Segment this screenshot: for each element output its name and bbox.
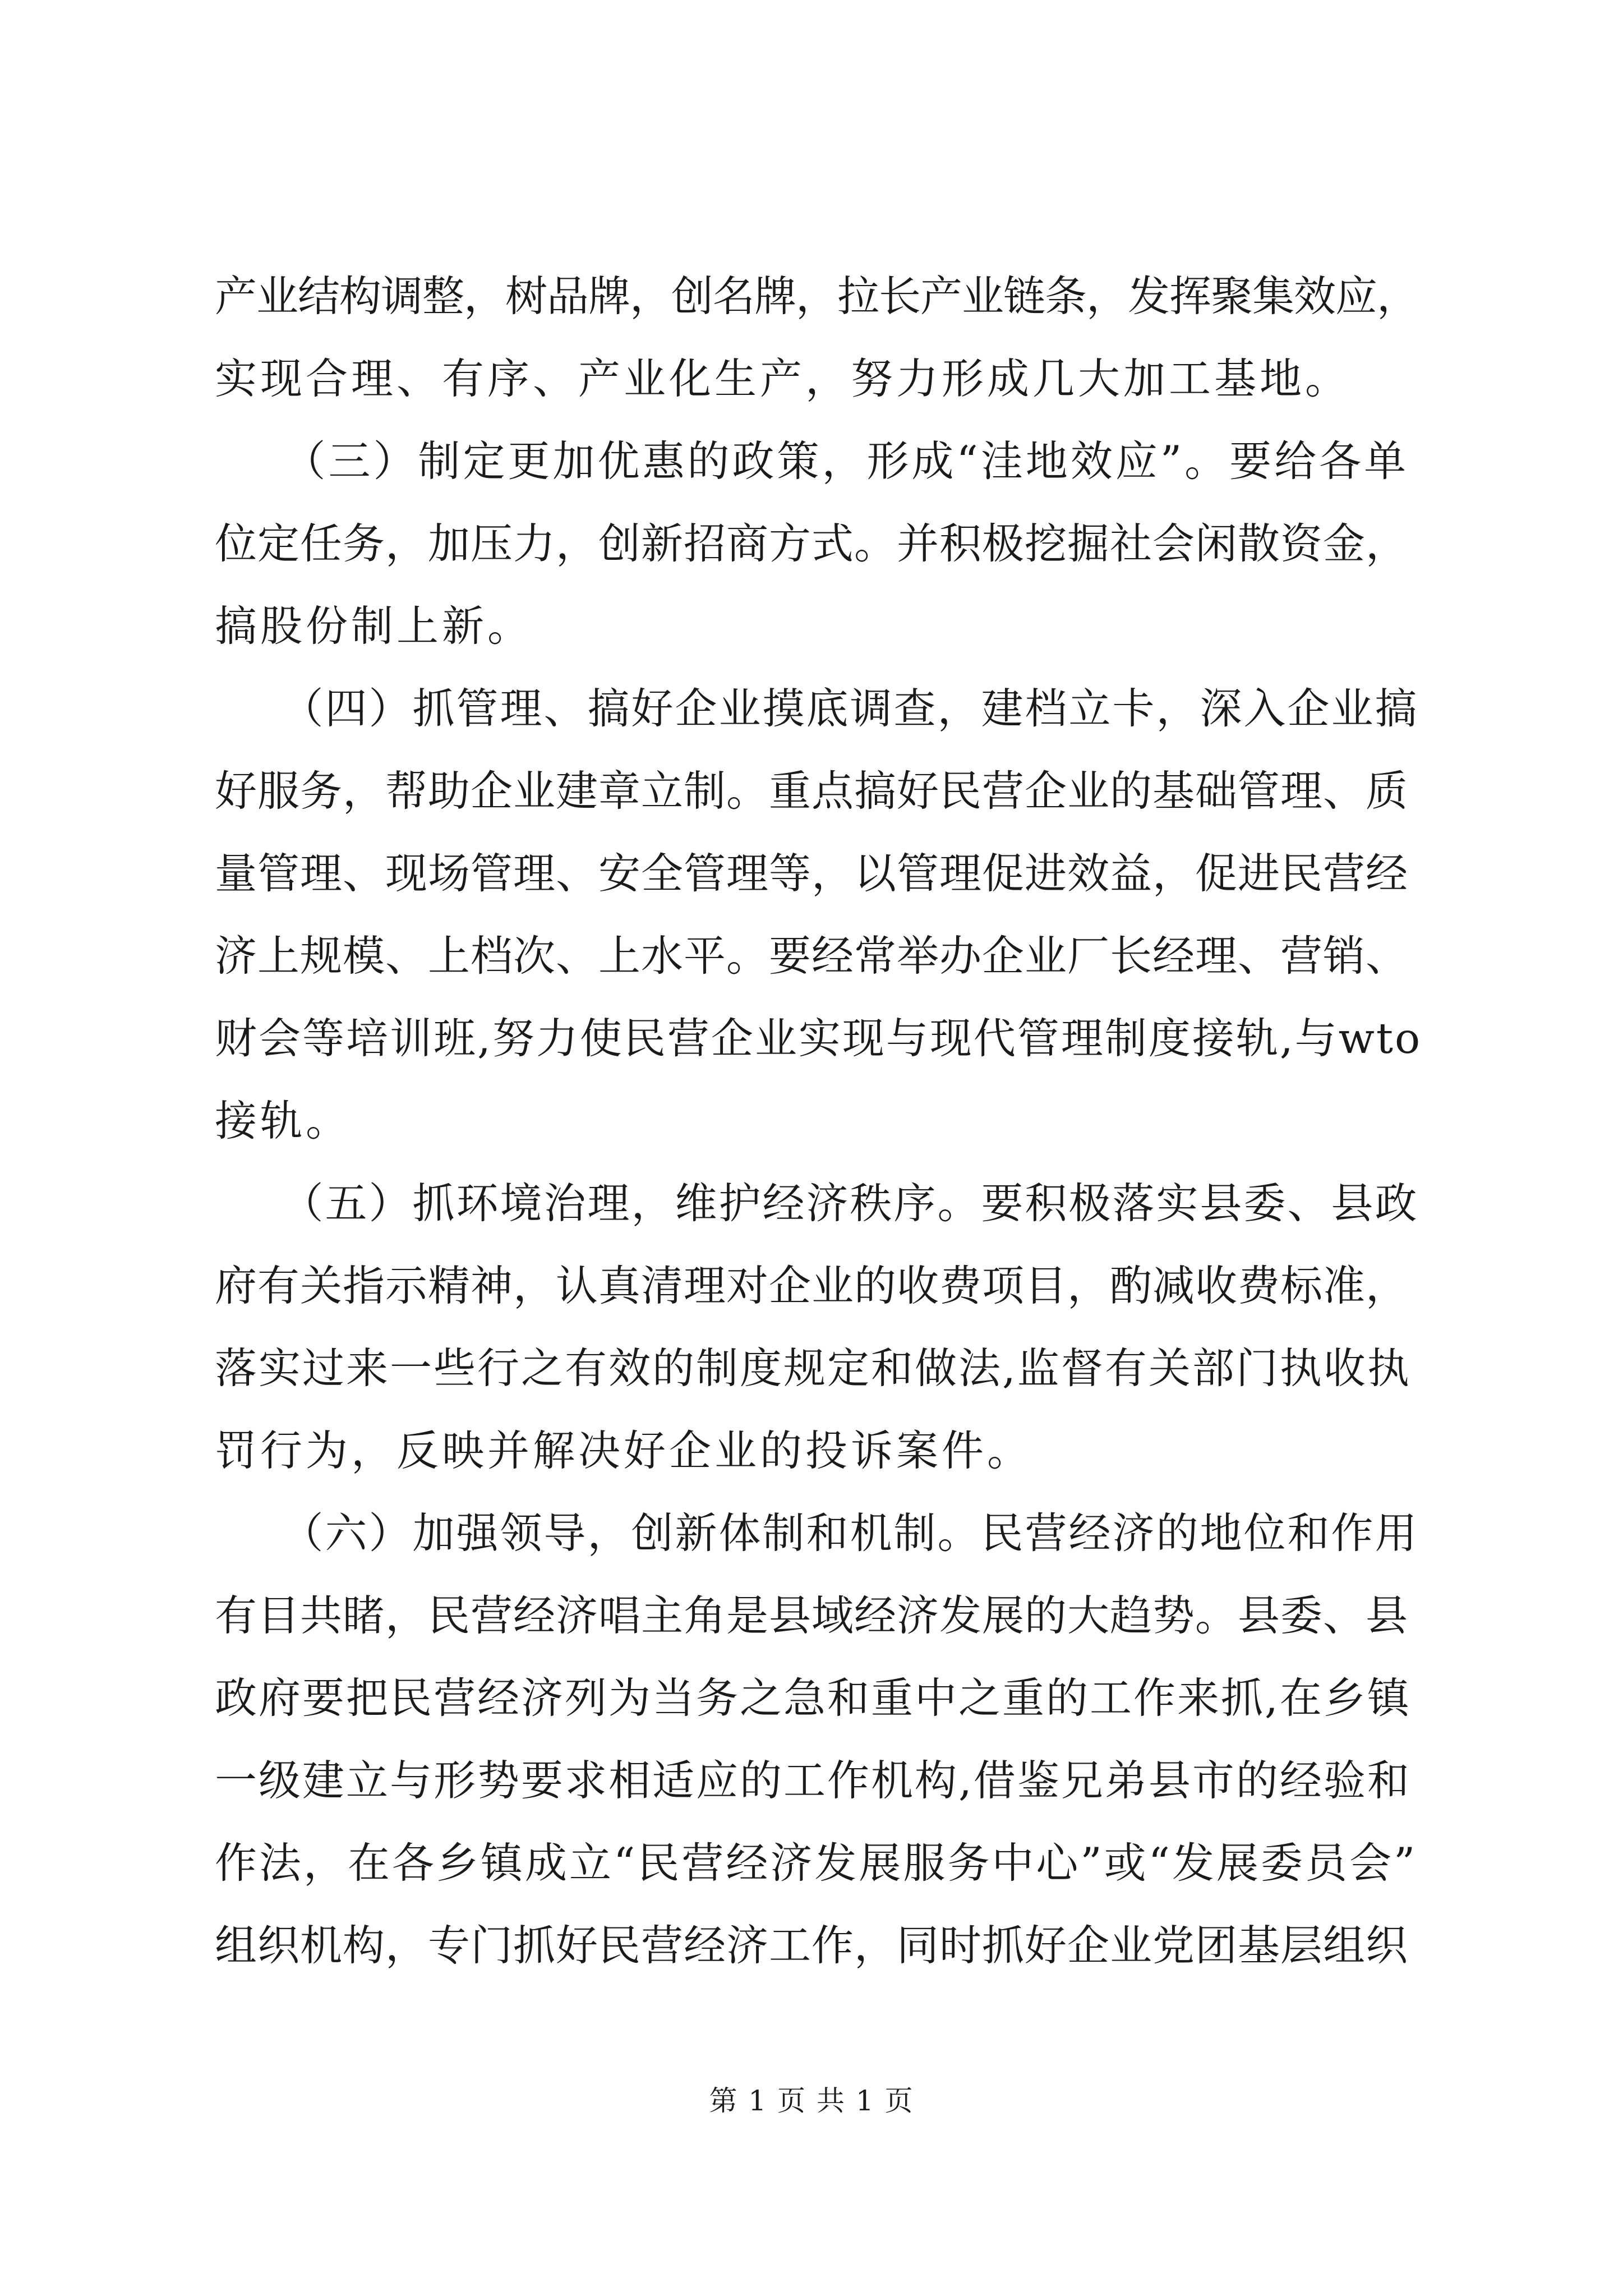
text-line: 位定任务，加压力，创新招商方式。并积极挖掘社会闲散资金， bbox=[215, 519, 1409, 568]
text-line: 好服务，帮助企业建章立制。重点搞好民营企业的基础管理、质 bbox=[215, 766, 1409, 816]
text-line: 罚行为，反映并解决好企业的投诉案件。 bbox=[215, 1426, 1033, 1475]
text-line: 济上规模、上档次、上水平。要经常举办企业厂长经理、营销、 bbox=[215, 931, 1409, 981]
text-line: （六）加强领导，创新体制和机制。民营经济的地位和作用 bbox=[215, 1508, 1419, 1558]
text-line: 一级建立与形势要求相适应的工作机构,借鉴兄弟县市的经验和 bbox=[215, 1756, 1411, 1805]
text-line: 搞股份制上新。 bbox=[215, 601, 533, 651]
text-line: 有目共睹，民营经济唱主角是县域经济发展的大趋势。县委、县 bbox=[215, 1591, 1409, 1640]
text-line: 财会等培训班,努力使民营企业实现与现代管理制度接轨,与wto bbox=[215, 1014, 1422, 1063]
page-footer bbox=[0, 2081, 1623, 2120]
text-line: 政府要把民营经济列为当务之急和重中之重的工作来抓,在乡镇 bbox=[215, 1673, 1411, 1723]
text-line: 实现合理、有序、产业化生产，努力形成几大加工基地。 bbox=[215, 354, 1351, 403]
text-line: （三）制定更加优惠的政策，形成“洼地效应”。要给各单 bbox=[215, 436, 1409, 486]
text-line: 府有关指示精神，认真清理对企业的收费项目，酌减收费标准， bbox=[215, 1261, 1409, 1310]
text-line: （五）抓环境治理，维护经济秩序。要积极落实县委、县政 bbox=[215, 1179, 1419, 1228]
text-line: 组织机构，专门抓好民营经济工作，同时抓好企业党团基层组织 bbox=[215, 1921, 1409, 1970]
document-body bbox=[215, 255, 1423, 1987]
page-number: 第 1 页 共 1 页 bbox=[709, 2085, 914, 2117]
text-line: （四）抓管理、搞好企业摸底调查，建档立卡，深入企业搞 bbox=[215, 684, 1419, 733]
text-line: 量管理、现场管理、安全管理等，以管理促进效益，促进民营经 bbox=[215, 849, 1409, 898]
text-line: 落实过来一些行之有效的制度规定和做法,监督有关部门执收执 bbox=[215, 1343, 1411, 1393]
text-line: 产业结构调整，树品牌，创名牌，拉长产业链条，发挥聚集效应， bbox=[215, 272, 1419, 321]
text-line: 接轨。 bbox=[215, 1096, 352, 1145]
text-line: 作法，在各乡镇成立“民营经济发展服务中心”或“发展委员会” bbox=[215, 1838, 1418, 1888]
